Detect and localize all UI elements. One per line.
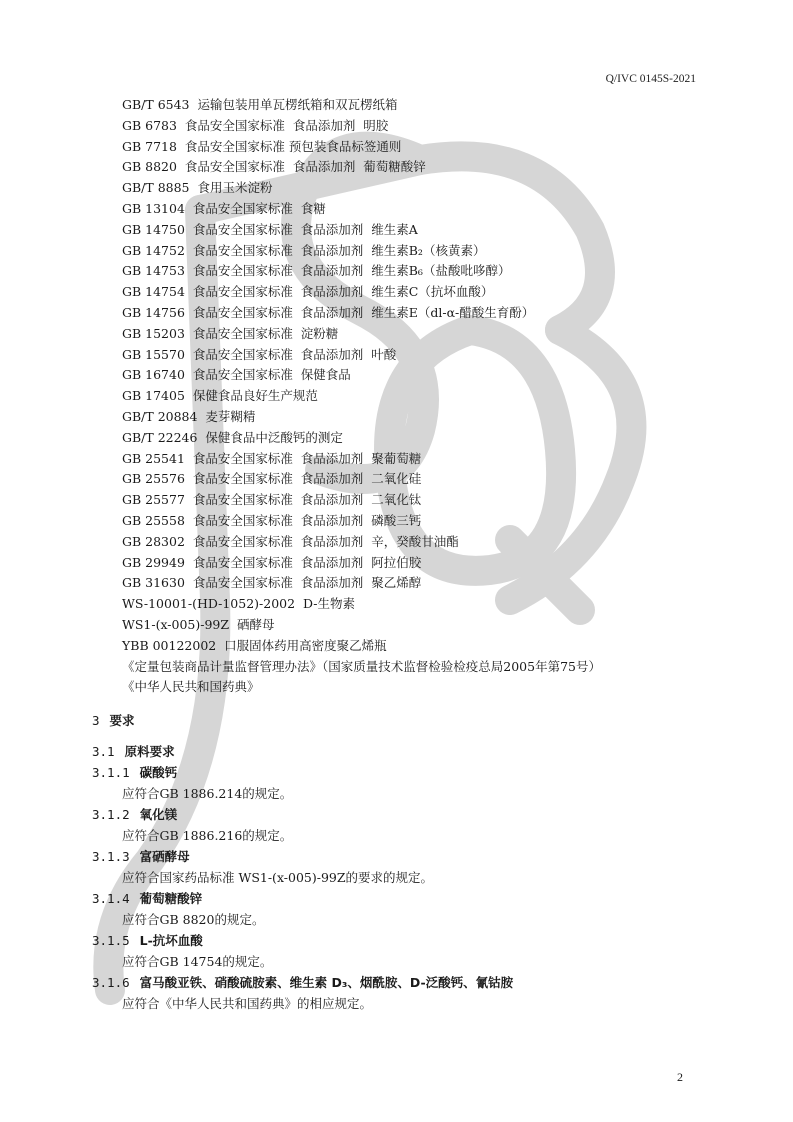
subsection-heading <box>92 847 190 865</box>
section-3-heading <box>92 711 135 729</box>
reference-item: GB 29949 食品安全国家标准 食品添加剂 阿拉伯胶 <box>122 554 422 570</box>
reference-item: GB 8820 食品安全国家标准 食品添加剂 葡萄糖酸锌 <box>122 159 426 175</box>
reference-item: GB 14750 食品安全国家标准 食品添加剂 维生素A <box>122 221 418 237</box>
normative-references-list <box>122 95 722 698</box>
reference-item: YBB 00122002 口服固体药用高密度聚乙烯瓶 <box>122 637 387 653</box>
reference-item: GB 31630 食品安全国家标准 食品添加剂 聚乙烯醇 <box>122 575 422 591</box>
page-number: 2 <box>677 1070 683 1084</box>
subsection-title: L-抗坏血酸 <box>139 933 203 948</box>
reference-item: GB/T 20884 麦芽糊精 <box>122 408 256 424</box>
reference-item: GB 16740 食品安全国家标准 保健食品 <box>122 367 351 383</box>
subsection-number: 3.1.4 <box>92 891 130 906</box>
reference-item: GB 7718 食品安全国家标准 预包装食品标签通则 <box>122 138 402 154</box>
subsection-number: 3.1.6 <box>92 975 130 990</box>
subsection-number: 3.1.2 <box>92 807 130 822</box>
reference-item: GB 25558 食品安全国家标准 食品添加剂 磷酸三钙 <box>122 512 422 528</box>
section-title: 原料要求 <box>124 744 175 759</box>
reference-item: GB 14752 食品安全国家标准 食品添加剂 维生素B₂（核黄素） <box>122 242 486 258</box>
reference-item: GB/T 8885 食用玉米淀粉 <box>122 180 273 196</box>
subsection-heading <box>92 805 177 823</box>
reference-item: GB 6783 食品安全国家标准 食品添加剂 明胶 <box>122 117 389 133</box>
subsection-number: 3.1.1 <box>92 765 130 780</box>
reference-item: GB 25576 食品安全国家标准 食品添加剂 二氧化硅 <box>122 471 422 487</box>
subsection-body: 应符合GB 1886.214的规定。 <box>122 786 293 801</box>
subsection-title: 富马酸亚铁、硝酸硫胺素、维生素 D₃、烟酰胺、D-泛酸钙、氰钴胺 <box>139 975 514 990</box>
subsection-heading <box>92 763 177 781</box>
subsection-body: 应符合《中华人民共和国药典》的相应规定。 <box>122 996 373 1011</box>
reference-item: GB 14756 食品安全国家标准 食品添加剂 维生素E（dl-α-醋酸生育酚） <box>122 304 535 320</box>
reference-item: GB 15570 食品安全国家标准 食品添加剂 叶酸 <box>122 346 397 362</box>
subsection-title: 富硒酵母 <box>139 849 190 864</box>
reference-item: GB 25577 食品安全国家标准 食品添加剂 二氧化钛 <box>122 492 422 508</box>
reference-item: WS-10001-(HD-1052)-2002 D-生物素 <box>122 596 355 612</box>
subsection-number: 3.1.3 <box>92 849 130 864</box>
reference-item: GB 13104 食品安全国家标准 食糖 <box>122 200 326 216</box>
reference-item: GB 14753 食品安全国家标准 食品添加剂 维生素B₆（盐酸吡哆醇） <box>122 263 511 279</box>
subsection-body: 应符合GB 8820的规定。 <box>122 912 265 927</box>
subsection-heading <box>92 973 513 991</box>
reference-item: GB/T 6543 运输包装用单瓦楞纸箱和双瓦楞纸箱 <box>122 97 398 112</box>
subsection-heading <box>92 889 202 907</box>
subsection-body: 应符合GB 14754的规定。 <box>122 954 273 969</box>
subsection-body: 应符合国家药品标准 WS1-(x-005)-99Z的要求的规定。 <box>122 870 434 885</box>
reference-item: 《定量包装商品计量监督管理办法》（国家质量技术监督检验检疫总局2005年第75号） <box>122 658 601 674</box>
reference-item: GB 25541 食品安全国家标准 食品添加剂 聚葡萄糖 <box>122 450 422 466</box>
reference-item: GB 15203 食品安全国家标准 淀粉糖 <box>122 325 339 341</box>
subsection-number: 3.1.5 <box>92 933 130 948</box>
subsection-heading <box>92 931 203 949</box>
subsection-title: 碳酸钙 <box>139 765 178 780</box>
reference-item: 《中华人民共和国药典》 <box>122 679 260 695</box>
section-number: 3.1 <box>92 744 115 759</box>
subsection-title: 葡萄糖酸锌 <box>139 891 203 906</box>
document-code: Q/IVC 0145S-2021 <box>605 73 696 85</box>
reference-item: GB/T 22246 保健食品中泛酸钙的测定 <box>122 429 343 445</box>
reference-item: GB 14754 食品安全国家标准 食品添加剂 维生素C（抗坏血酸） <box>122 284 494 300</box>
reference-item: GB 28302 食品安全国家标准 食品添加剂 辛，癸酸甘油酯 <box>122 533 459 549</box>
subsection-body: 应符合GB 1886.216的规定。 <box>122 828 293 843</box>
section-3-1-heading <box>92 742 175 760</box>
section-title: 要求 <box>109 713 135 728</box>
section-number: 3 <box>92 713 100 728</box>
reference-item: WS1-(x-005)-99Z 硒酵母 <box>122 616 275 632</box>
subsection-title: 氧化镁 <box>139 807 178 822</box>
reference-item: GB 17405 保健食品良好生产规范 <box>122 388 318 404</box>
